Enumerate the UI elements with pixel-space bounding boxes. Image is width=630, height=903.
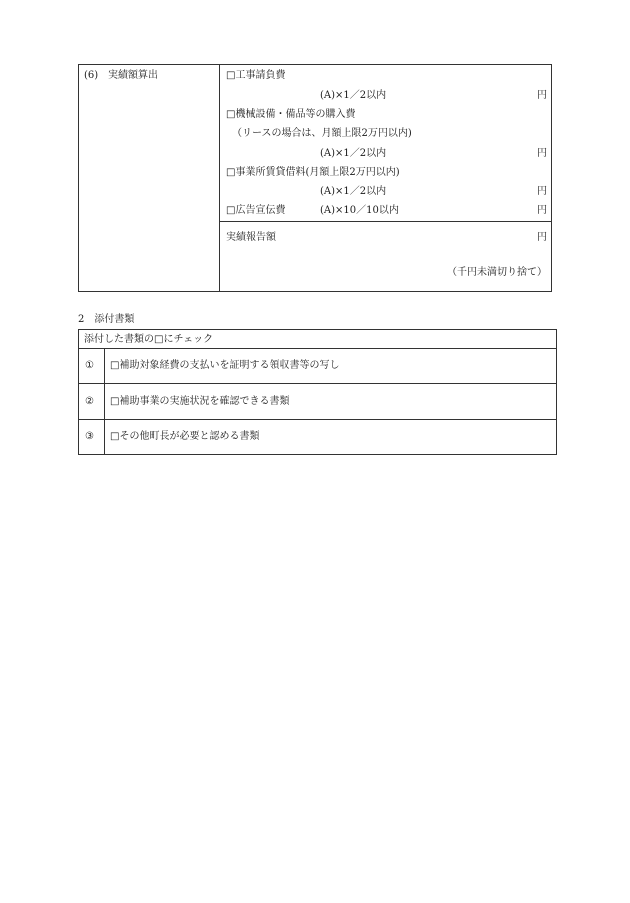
report-amount-label: 実績報告額 xyxy=(226,232,276,243)
report-amount-currency: 円 xyxy=(537,232,547,243)
other-documents-checkbox-label[interactable]: □その他町長が必要と認める書類 xyxy=(110,431,260,442)
construction-cost-checkbox-label[interactable]: □工事請負費 xyxy=(226,70,286,81)
office-rent-rate: (A)×1／2以内 xyxy=(320,186,387,197)
calc-table xyxy=(78,64,552,292)
attachment-row-number: ① xyxy=(85,360,94,371)
section-number: (6) xyxy=(84,70,99,81)
attachments-heading: 2 添付書類 xyxy=(78,314,135,325)
attachment-row-number: ② xyxy=(85,396,94,407)
advertising-cost-checkbox-label[interactable]: □広告宣伝費 xyxy=(226,205,286,216)
attachments-header-divider xyxy=(78,348,557,349)
section-title: 実績額算出 xyxy=(108,70,158,81)
construction-cost-rate: (A)×1／2以内 xyxy=(320,90,387,101)
rounding-note: （千円未満切り捨て） xyxy=(447,267,547,278)
office-rent-checkbox-label[interactable]: □事業所賃貸借料(月額上限2万円以内) xyxy=(226,167,400,178)
office-rent-currency: 円 xyxy=(537,186,547,197)
attachments-instruction: 添付した書類の□にチェック xyxy=(84,334,214,345)
attachments-number-column-divider xyxy=(104,348,105,455)
equipment-cost-rate: (A)×1／2以内 xyxy=(320,148,387,159)
implementation-status-checkbox-label[interactable]: □補助事業の実施状況を確認できる書類 xyxy=(110,396,290,407)
attachment-row-number: ③ xyxy=(85,431,94,442)
equipment-lease-note: （リースの場合は、月額上限2万円以内) xyxy=(232,128,412,139)
equipment-cost-currency: 円 xyxy=(537,148,547,159)
attachments-row-divider xyxy=(78,419,557,420)
advertising-cost-currency: 円 xyxy=(537,205,547,216)
construction-cost-currency: 円 xyxy=(537,90,547,101)
advertising-cost-rate: (A)×10／10以内 xyxy=(320,205,399,216)
receipt-copy-checkbox-label[interactable]: □補助対象経費の支払いを証明する領収書等の写し xyxy=(110,360,340,371)
calc-table-row-divider xyxy=(219,221,552,222)
calc-table-divider xyxy=(219,64,220,292)
equipment-cost-checkbox-label[interactable]: □機械設備・備品等の購入費 xyxy=(226,109,356,120)
attachments-row-divider xyxy=(78,383,557,384)
